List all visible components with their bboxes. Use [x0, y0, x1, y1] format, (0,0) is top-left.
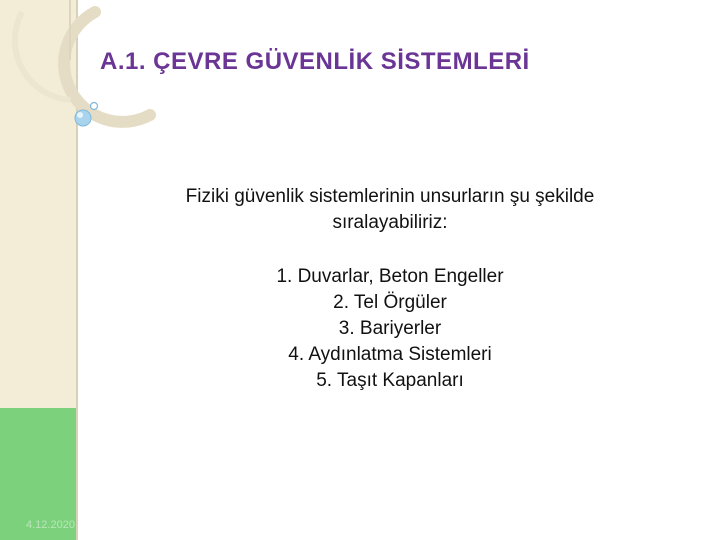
bubble-large — [75, 110, 91, 126]
list-item: 2. Tel Örgüler — [333, 292, 447, 313]
list-item: 5. Taşıt Kapanları — [316, 370, 464, 391]
list-item: 1. Duvarlar, Beton Engeller — [276, 266, 504, 287]
list-item: 4. Aydınlatma Sistemleri — [288, 344, 492, 365]
intro-paragraph — [120, 184, 660, 236]
slide-title: A.1. ÇEVRE GÜVENLİK SİSTEMLERİ — [100, 48, 530, 75]
slide-body — [120, 184, 660, 394]
security-elements-list — [120, 264, 660, 394]
intro-line-2: sıralayabiliriz: — [332, 212, 448, 233]
footer-date: 4.12.2020 — [26, 519, 75, 531]
intro-line-1: Fiziki güvenlik sistemlerinin unsurların şu şekilde — [185, 186, 595, 207]
bubble-highlight — [77, 112, 83, 118]
list-item: 3. Bariyerler — [338, 318, 442, 339]
bubble-small — [91, 103, 98, 110]
